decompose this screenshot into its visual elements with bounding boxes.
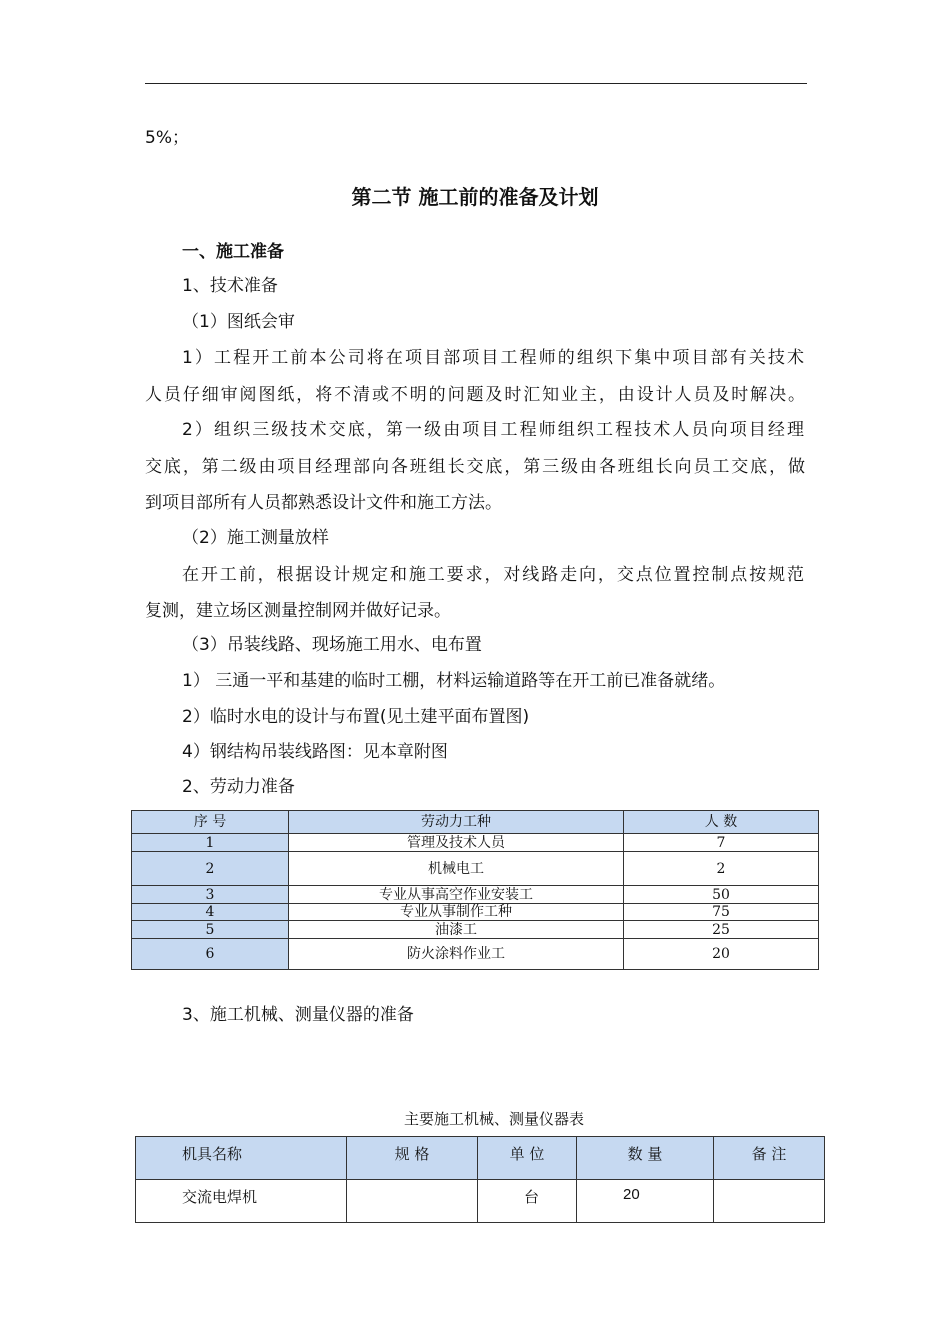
table-cell: 20 (624, 939, 819, 970)
table-cell: 25 (624, 921, 819, 939)
header-cell: 劳动力工种 (289, 811, 624, 834)
table-row (132, 921, 819, 939)
paragraph-line: 人员仔细审阅图纸，将不清或不明的问题及时汇知业主，由设计人员及时解决。 (145, 385, 805, 405)
paragraph-line: 1）工程开工前本公司将在项目部项目工程师的组织下集中项目部有关技术 (182, 348, 804, 368)
table-cell: 75 (624, 904, 819, 921)
table-cell: 台 (478, 1180, 577, 1223)
table-cell: 3 (132, 886, 289, 904)
table-row (132, 834, 819, 852)
paragraph-line: 复测，建立场区测量控制网并做好记录。 (145, 601, 451, 621)
table-header-row (132, 811, 819, 834)
list-item: 1） 三通一平和基建的临时工棚，材料运输道路等在开工前已准备就绪。 (182, 671, 726, 691)
table-cell: 管理及技术人员 (289, 834, 624, 852)
header-cell: 数 量 (577, 1137, 714, 1180)
paragraph-line: 在开工前，根据设计规定和施工要求，对线路走向，交点位置控制点按规范 (182, 565, 804, 585)
table-cell: 50 (624, 886, 819, 904)
table-cell: 2 (132, 852, 289, 886)
equipment-table-caption: 主要施工机械、测量仪器表 (403, 1110, 584, 1128)
heading-drawing-review: （1）图纸会审 (182, 312, 295, 332)
heading-tech-prep: 1、技术准备 (182, 276, 278, 296)
table-cell: 1 (132, 834, 289, 852)
table-cell: 6 (132, 939, 289, 970)
table-header-row (136, 1137, 825, 1180)
table-cell: 专业从事制作工种 (289, 904, 624, 921)
labor-table (131, 810, 819, 970)
table-cell: 防火涂料作业工 (289, 939, 624, 970)
header-cell: 单 位 (478, 1137, 577, 1180)
table-cell: 4 (132, 904, 289, 921)
table-cell (347, 1180, 478, 1223)
table-cell: 20 (577, 1180, 714, 1223)
text-fragment: 5%； (145, 128, 189, 148)
table-cell: 7 (624, 834, 819, 852)
header-rule (145, 83, 807, 84)
paragraph-line: 2）组织三级技术交底，第一级由项目工程师组织工程技术人员向项目经理 (182, 420, 804, 440)
list-item: 2）临时水电的设计与布置(见土建平面布置图) (182, 707, 530, 727)
heading-equipment-prep: 3、施工机械、测量仪器的准备 (182, 1005, 414, 1025)
header-cell: 备 注 (714, 1137, 825, 1180)
table-row (136, 1180, 825, 1223)
heading-labor-prep: 2、劳动力准备 (182, 777, 295, 797)
equipment-table (135, 1136, 825, 1223)
list-item: 4）钢结构吊装线路图：见本章附图 (182, 742, 448, 762)
table-row (132, 886, 819, 904)
table-row (132, 904, 819, 921)
table-cell: 5 (132, 921, 289, 939)
table-cell: 交流电焊机 (136, 1180, 347, 1223)
table-cell: 2 (624, 852, 819, 886)
table-cell (714, 1180, 825, 1223)
table-row (132, 939, 819, 970)
table-cell: 机械电工 (289, 852, 624, 886)
header-cell: 序 号 (132, 811, 289, 834)
heading-lifting-layout: （3）吊装线路、现场施工用水、电布置 (182, 635, 482, 655)
section-title: 第二节 施工前的准备及计划 (351, 185, 599, 209)
table-cell: 专业从事高空作业安装工 (289, 886, 624, 904)
header-cell: 机具名称 (136, 1137, 347, 1180)
header-cell: 人 数 (624, 811, 819, 834)
header-cell: 规 格 (347, 1137, 478, 1180)
paragraph-line: 到项目部所有人员都熟悉设计文件和施工方法。 (145, 493, 502, 513)
table-cell: 油漆工 (289, 921, 624, 939)
heading-construction-prep: 一、施工准备 (182, 242, 284, 262)
heading-survey: （2）施工测量放样 (182, 528, 329, 548)
paragraph-line: 交底，第二级由项目经理部向各班组长交底，第三级由各班组长向员工交底，做 (145, 457, 805, 477)
table-row (132, 852, 819, 886)
